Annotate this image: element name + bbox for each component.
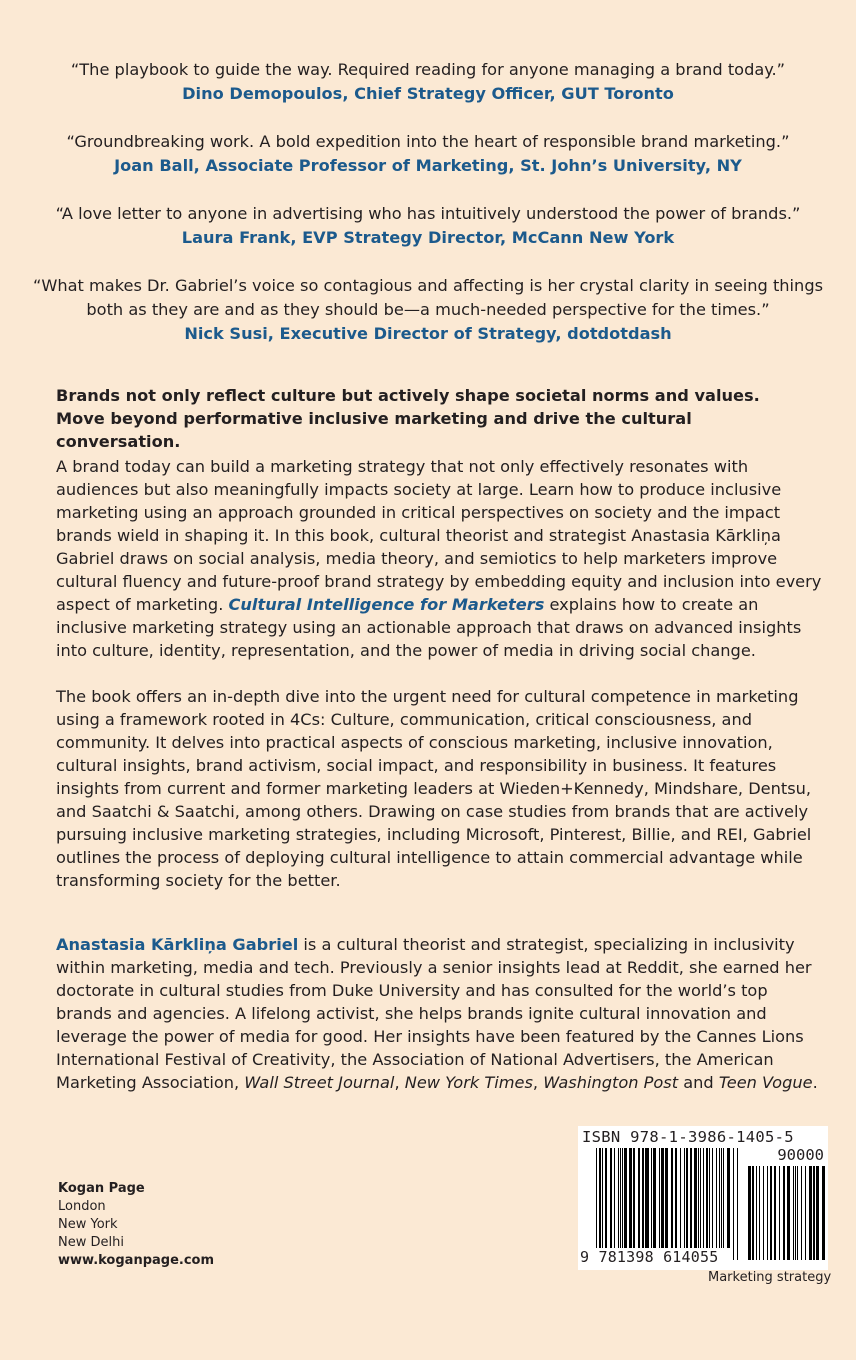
- barcode-bar: [610, 1148, 612, 1248]
- publisher-city: New York: [58, 1217, 118, 1232]
- barcode-bar: [642, 1148, 644, 1248]
- barcode-bar: [795, 1166, 796, 1260]
- publisher-info: [58, 1180, 214, 1270]
- barcode-bar: [770, 1166, 772, 1260]
- publisher-city: New Delhi: [58, 1235, 124, 1250]
- endorsement: [0, 130, 856, 178]
- barcode-bar: [665, 1148, 668, 1260]
- barcode-bar: [694, 1148, 697, 1248]
- endorsement-quote: “What makes Dr. Gabriel’s voice so contagious and affecting is her crystal clarity in seeing things: [32, 276, 824, 295]
- barcode-bar: [686, 1148, 688, 1248]
- endorsement-quote: “The playbook to guide the way. Required reading for anyone managing a brand today.”: [70, 60, 786, 79]
- barcode-bar: [787, 1166, 790, 1260]
- separator: and: [678, 1073, 719, 1092]
- author-name: Anastasia Kārkliņa Gabriel: [56, 935, 299, 954]
- separator: .: [812, 1073, 818, 1092]
- endorsement-author: Joan Ball, Associate Professor of Marketing, St. John’s University, NY: [114, 156, 742, 175]
- barcode-bar: [622, 1148, 623, 1248]
- barcode-bar: [698, 1148, 699, 1248]
- barcode-bar: [633, 1148, 635, 1248]
- endorsement-quote: “A love letter to anyone in advertising who has intuitively understood the power of brands.”: [55, 204, 801, 223]
- barcode-bar: [661, 1148, 664, 1248]
- publisher-website: www.koganpage.com: [58, 1253, 215, 1268]
- endorsement-author: Nick Susi, Executive Director of Strategy, dotdotdash: [184, 324, 672, 343]
- bio-text: is a cultural theorist and strategist, specializing in inclusivity within marketing, media and tech. Previously a senior insights lead at Reddit, she earned her doctorate in cultural studies from Duke University and has consulted for the world’s top brands and agencies. A lifelong activist, she helps brands ignite cultural innovation and leverage the power of media for good. Her insights have been featured by the Cannes Lions International Festival of Creativity, the Association of National Advertisers, the American Marketing Association,: [56, 935, 812, 1092]
- barcode-bar: [624, 1148, 627, 1248]
- publication-name: Wall Street Journal: [244, 1073, 395, 1092]
- isbn-barcode: [578, 1126, 828, 1270]
- pitch-line: Move beyond performative inclusive marketing and drive the cultural conversation.: [56, 409, 692, 451]
- barcode-bar: [759, 1166, 760, 1260]
- barcode-bar: [805, 1166, 806, 1260]
- price-addon-code: 90000: [777, 1146, 824, 1164]
- endorsement-quote: both as they are and as they should be—a much-needed perspective for the times.”: [86, 300, 770, 319]
- barcode-bar: [774, 1166, 776, 1260]
- endorsement-quote: “Groundbreaking work. A bold expedition into the heart of responsible brand marketing.”: [66, 132, 790, 151]
- barcode-bar: [709, 1148, 710, 1248]
- separator: ,: [532, 1073, 544, 1092]
- endorsement: [0, 202, 856, 250]
- barcode-bar: [703, 1148, 704, 1248]
- barcode-bar: [721, 1148, 722, 1248]
- publisher-name: Kogan Page: [58, 1181, 145, 1196]
- barcode-bar: [671, 1148, 673, 1248]
- barcode-bar: [822, 1166, 825, 1260]
- barcode-bar: [690, 1148, 692, 1248]
- barcode-bar: [809, 1166, 812, 1260]
- barcode-bar: [605, 1148, 607, 1248]
- barcode-bar: [779, 1166, 780, 1260]
- barcode-bar: [748, 1166, 751, 1260]
- barcode-bar: [599, 1148, 601, 1260]
- endorsements: [0, 58, 856, 370]
- barcode-bar: [675, 1148, 677, 1248]
- endorsement: [0, 274, 856, 346]
- description-paragraph-2: [56, 685, 826, 892]
- barcode-digits: 9 781398 614055: [580, 1248, 719, 1266]
- isbn-label: ISBN 978-1-3986-1405-5: [582, 1128, 794, 1146]
- barcode-bar: [680, 1148, 681, 1248]
- barcode-bar: [653, 1148, 656, 1248]
- publisher-city: London: [58, 1199, 106, 1214]
- book-title: Cultural Intelligence for Marketers: [228, 595, 545, 614]
- barcode-bar: [620, 1148, 621, 1248]
- description-text: The book offers an in-depth dive into the urgent need for cultural competence in marketing using a framework rooted in 4Cs: Culture, communication, critical consciousness, and community. It delves into practical aspects of conscious marketing, inclusive innovation, cultural insights, brand activism, social impact, and responsibility in business. It features insights from current and former marketing leaders at Wieden+Kennedy, Mindshare, Dentsu, and Saatchi & Saatchi, among others. Drawing on case studies from brands that are actively pursuing inclusive marketing strategies, including Microsoft, Pinterest, Billie, and REI, Gabriel outlines the process of deploying cultural intelligence to attain commercial advantage while transforming society for the better.: [56, 687, 812, 890]
- barcode-bar: [638, 1148, 640, 1248]
- barcode-bar: [783, 1166, 785, 1260]
- barcode-bar: [618, 1148, 619, 1248]
- endorsement-author: Dino Demopoulos, Chief Strategy Officer, GUT Toronto: [182, 84, 674, 103]
- barcode-bar: [712, 1148, 713, 1248]
- barcode-bar: [756, 1166, 757, 1260]
- barcode-bar: [727, 1148, 730, 1248]
- barcode-bar: [659, 1148, 660, 1248]
- barcode-bar: [614, 1148, 615, 1248]
- pitch-line: Brands not only reflect culture but actively shape societal norms and values.: [56, 386, 760, 405]
- barcode-bar: [651, 1148, 652, 1248]
- barcode-bar: [733, 1148, 734, 1260]
- barcode-bar: [816, 1166, 819, 1260]
- publication-name: Teen Vogue: [718, 1073, 813, 1092]
- barcode-bar: [700, 1148, 701, 1248]
- barcode-bar: [767, 1166, 768, 1260]
- description-text: explains how to create an inclusive marketing strategy using an actionable approach that draws on advanced insights into culture, identity, representation, and the power of media in driving social change.: [56, 595, 802, 660]
- endorsement: [0, 58, 856, 106]
- barcode-bar: [763, 1166, 764, 1260]
- barcode-bar: [723, 1148, 724, 1248]
- barcode-bar: [719, 1148, 720, 1248]
- endorsement-author: Laura Frank, EVP Strategy Director, McCann New York: [181, 228, 675, 247]
- category-label: Marketing strategy: [708, 1270, 832, 1285]
- publication-name: New York Times: [404, 1073, 533, 1092]
- author-bio: [56, 933, 826, 1094]
- barcode-bar: [602, 1148, 603, 1260]
- separator: ,: [394, 1073, 405, 1092]
- barcode-bar: [645, 1148, 649, 1248]
- pitch-statement: [56, 384, 816, 453]
- barcode-bar: [684, 1148, 685, 1248]
- barcode-bar: [716, 1148, 717, 1248]
- publication-name: Washington Post: [543, 1073, 679, 1092]
- description-text: A brand today can build a marketing strategy that not only effectively resonates with audiences but also meaningfully impacts society at large. Learn how to produce inclusive marketing using an approach grounded in critical perspectives on society and the impact brands wield in shaping it. In this book, cultural theorist and strategist Anastasia Kārkliņa Gabriel draws on social analysis, media theory, and semiotics to help marketers improve cultural fluency and future-proof brand strategy by embedding equity and inclusion into every aspect of marketing.: [56, 457, 822, 614]
- barcode-bar: [813, 1166, 815, 1260]
- barcode-bar: [752, 1166, 754, 1260]
- barcode-bar: [801, 1166, 802, 1260]
- barcode-bar: [706, 1148, 708, 1248]
- barcode-bar: [793, 1166, 794, 1260]
- barcode-bar: [629, 1148, 632, 1248]
- barcode-bar: [737, 1148, 738, 1260]
- barcode-bar: [797, 1166, 798, 1260]
- description-paragraph-1: [56, 455, 826, 662]
- barcode-bar: [596, 1148, 597, 1260]
